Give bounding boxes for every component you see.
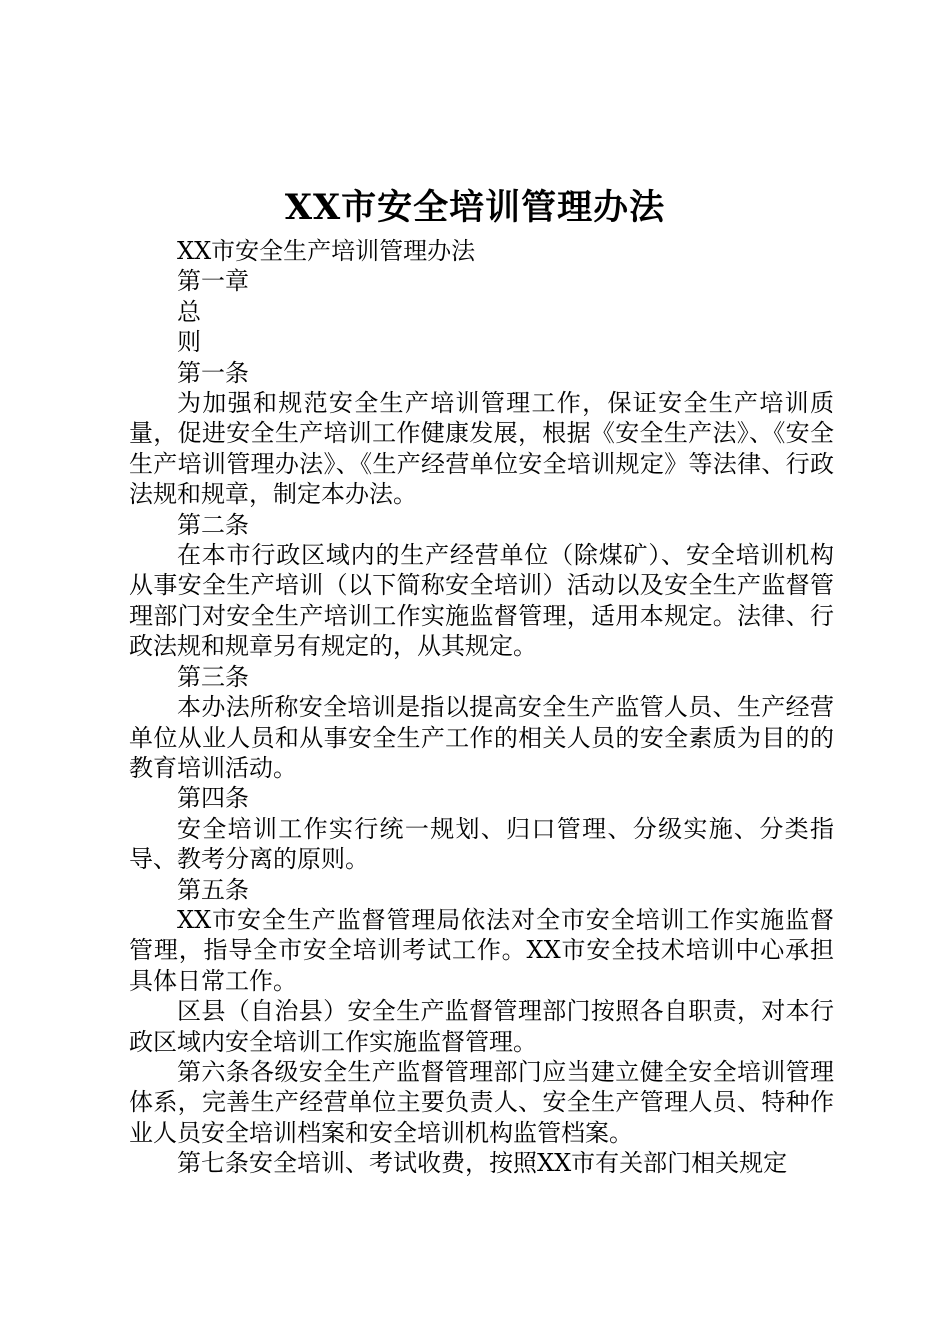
article-2-text: 在本市行政区域内的生产经营单位（除煤矿）、安全培训机构从事安全生产培训（以下简称安全培训）活动以及安全生产监督管理部门对安全生产培训工作实施监督管理，适用本规定。法律、行政法规和规章另有规定的，从其规定。 <box>129 541 834 661</box>
article-5-text-1: XX市安全生产监督管理局依法对全市安全培训工作实施监督管理，指导全市安全培训考试工作。XX市安全技术培训中心承担具体日常工作。 <box>129 905 834 995</box>
article-4-text: 安全培训工作实行统一规划、归口管理、分级实施、分类指导、教考分离的原则。 <box>129 814 834 874</box>
article-1-text: 为加强和规范安全生产培训管理工作，保证安全生产培训质量，促进安全生产培训工作健康发展，根据《安全生产法》、《安全生产培训管理办法》、《生产经营单位安全培训规定》等法律、行政法规和规章，制定本办法。 <box>129 389 834 509</box>
article-1-heading: 第一条 <box>177 358 249 387</box>
article-5-text-2: 区县（自治县）安全生产监督管理部门按照各自职责，对本行政区域内安全培训工作实施监督管理。 <box>129 997 834 1056</box>
article-3-text: 本办法所称安全培训是指以提高安全生产监管人员、生产经营单位从业人员和从事安全生产工作的相关人员的安全素质为目的的教育培训活动。 <box>129 693 834 782</box>
article-3-heading: 第三条 <box>177 662 249 691</box>
subtitle-line: XX市安全生产培训管理办法 <box>177 237 476 265</box>
article-2-heading: 第二条 <box>177 510 249 539</box>
chapter-name-line-2: 则 <box>177 328 201 357</box>
article-5-heading: 第五条 <box>177 875 249 904</box>
article-4-heading: 第四条 <box>177 784 249 813</box>
chapter-name-line-1: 总 <box>177 297 201 326</box>
chapter-heading: 第一章 <box>177 267 249 296</box>
document-title: XX市安全培训管理办法 <box>284 187 666 228</box>
article-6-text: 第六条各级安全生产监督管理部门应当建立健全安全培训管理体系，完善生产经营单位主要负责人、安全生产管理人员、特种作业人员安全培训档案和安全培训机构监管档案。 <box>129 1057 834 1147</box>
article-7-text: 第七条安全培训、考试收费，按照XX市有关部门相关规定 <box>177 1149 788 1178</box>
document-body <box>129 236 834 1179</box>
